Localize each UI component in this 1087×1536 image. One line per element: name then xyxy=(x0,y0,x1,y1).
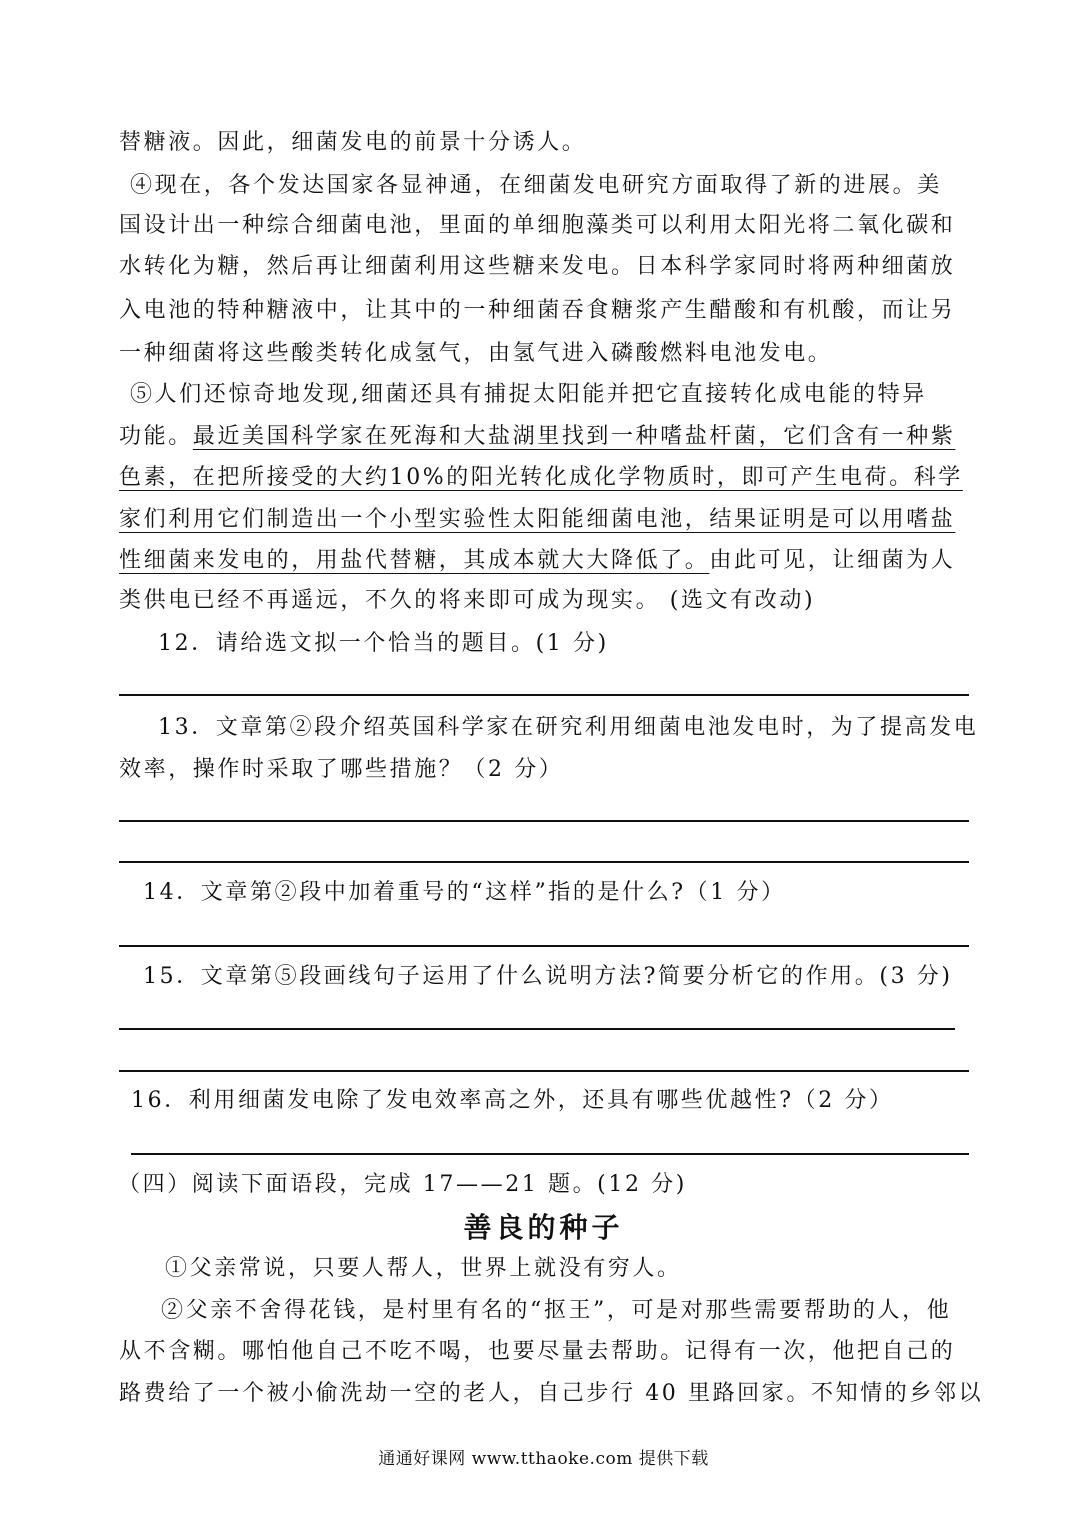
passage-line: 国设计出一种综合细菌电池，里面的单细胞藻类可以利用太阳光将二氧化碳和 xyxy=(119,213,956,238)
answer-line xyxy=(119,820,969,822)
article-title: 善良的种子 xyxy=(463,1211,624,1244)
article-paragraph: ①父亲常说，只要人帮人，世界上就没有穷人。 xyxy=(165,1256,682,1281)
article-paragraph: 从不含糊。哪怕他自己不吃不喝，也要尽量去帮助。记得有一次，他把自己的 xyxy=(119,1339,956,1364)
answer-line xyxy=(131,1153,969,1155)
passage-line xyxy=(119,546,969,576)
passage-line: 入电池的特种糖液中，让其中的一种细菌吞食糖浆产生醋酸和有机酸，而让另 xyxy=(119,298,956,323)
question-12: 12．请给选文拟一个恰当的题目。(1 分) xyxy=(158,631,609,656)
article-paragraph: ②父亲不舍得花钱，是村里有名的“抠王”，可是对那些需要帮助的人，他 xyxy=(161,1298,952,1323)
answer-line xyxy=(119,1070,969,1072)
question-13-cont: 效率，操作时采取了哪些措施？（2 分） xyxy=(119,757,564,782)
question-13: 13．文章第②段介绍英国科学家在研究利用细菌电池发电时，为了提高发电 xyxy=(158,715,979,740)
passage-line: 一种细菌将这些酸类转化成氢气，由氢气进入磷酸燃料电池发电。 xyxy=(119,341,833,366)
question-15: 15．文章第⑤段画线句子运用了什么说明方法?简要分析它的作用。(3 分) xyxy=(143,964,953,989)
question-14: 14．文章第②段中加着重号的“这样”指的是什么?（1 分） xyxy=(143,880,786,905)
plain-text: 由此可见，让细菌为人 xyxy=(709,548,956,573)
passage-line: 水转化为糖，然后再让细菌利用这些糖来发电。日本科学家同时将两种细菌放 xyxy=(119,254,956,279)
question-16: 16．利用细菌发电除了发电效率高之外，还具有哪些优越性?（2 分） xyxy=(131,1088,894,1113)
passage-line xyxy=(119,422,969,452)
passage-line: ⑤人们还惊奇地发现,细菌还具有捕捉太阳能并把它直接转化成电能的特异 xyxy=(130,382,927,407)
answer-line xyxy=(119,1028,955,1030)
answer-line xyxy=(119,861,969,863)
underlined-sentence: 性细菌来发电的，用盐代替糖，其成本就大大降低了。 xyxy=(119,548,710,573)
passage-line: 替糖液。因此，细菌发电的前景十分诱人。 xyxy=(119,130,587,155)
article-paragraph: 路费给了一个被小偷洗劫一空的老人，自己步行 40 里路回家。不知情的乡邻以 xyxy=(119,1381,984,1406)
answer-line xyxy=(119,945,969,947)
page-footer: 通通好课网 www.tthaoke.com 提供下载 xyxy=(378,1449,709,1469)
underlined-sentence: 色素，在把所接受的大约10%的阳光转化成化学物质时，即可产生电荷。科学 xyxy=(119,465,963,490)
section-heading: （四）阅读下面语段，完成 17——21 题。(12 分) xyxy=(118,1172,687,1197)
answer-line xyxy=(119,694,969,696)
underlined-sentence: 家们利用它们制造出一个小型实验性太阳能细菌电池，结果证明是可以用嗜盐 xyxy=(119,507,956,532)
passage-line: 类供电已经不再遥远，不久的将来即可成为现实。 (选文有改动) xyxy=(119,588,816,613)
plain-text: 功能。 xyxy=(119,424,193,449)
underlined-sentence: 最近美国科学家在死海和大盐湖里找到一种嗜盐杆菌，它们含有一种紫 xyxy=(192,424,956,449)
passage-line: ④现在，各个发达国家各显神通，在细菌发电研究方面取得了新的进展。美 xyxy=(130,173,942,198)
